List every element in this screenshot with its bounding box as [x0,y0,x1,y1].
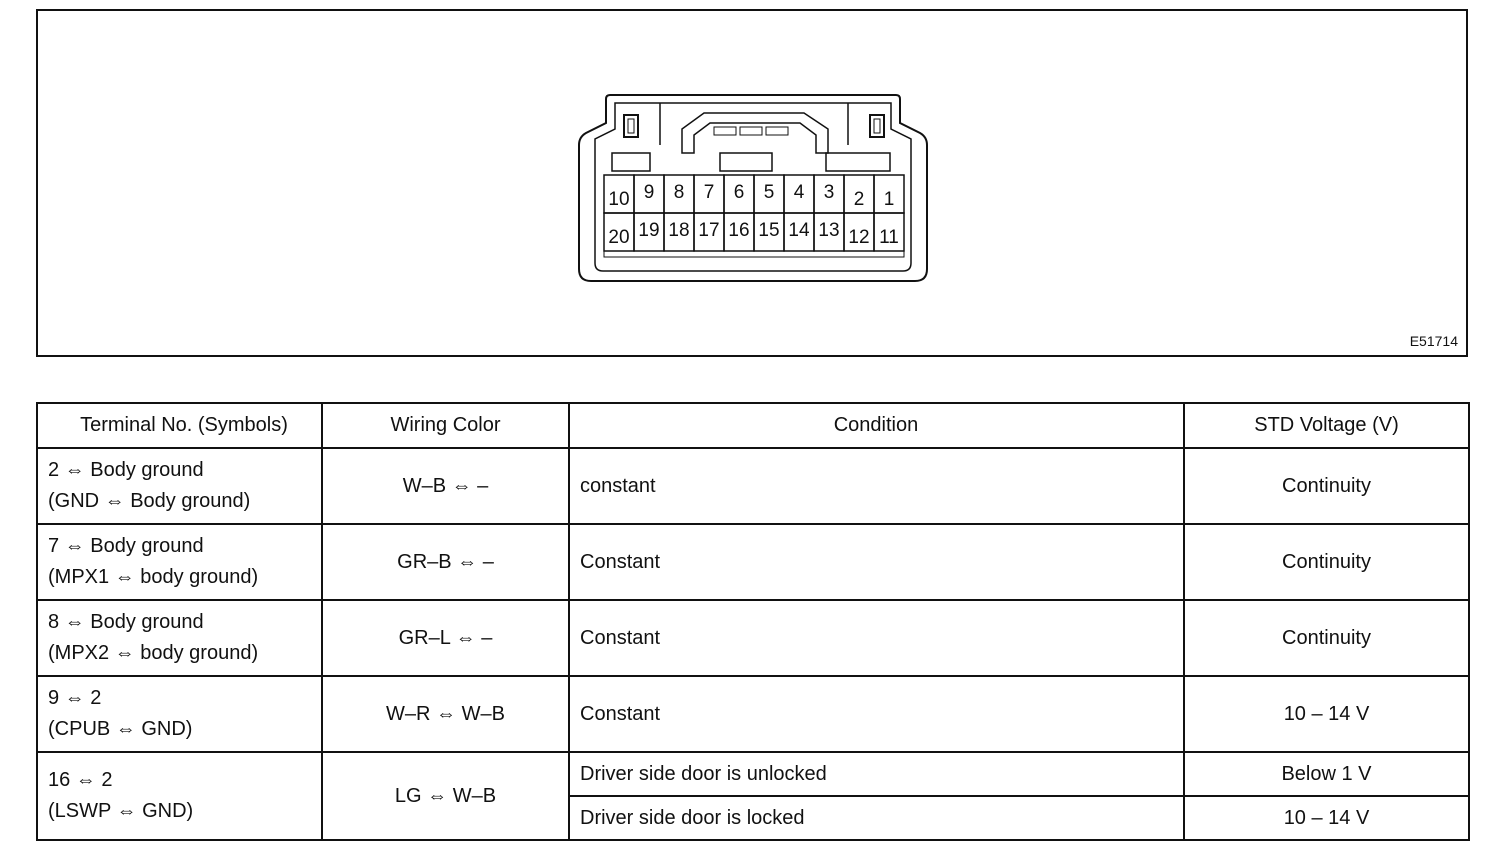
spec-table [36,402,1470,841]
terminal-symbol-line: (GND ⇔ Body ground) [48,490,251,512]
pin-number-label: 11 [879,227,899,248]
pin-number-label: 2 [853,189,865,210]
terminal-symbol-line: (MPX2 ⇔ body ground) [48,642,259,664]
condition-cell: Constant [569,676,1184,752]
wiring-color-cell: W–R ⇔ W–B [322,676,569,752]
wiring-color-cell: W–B ⇔ – [322,448,569,524]
terminal-cell [37,600,322,676]
terminal-cell [37,524,322,600]
pin-number-label: 9 [643,182,655,203]
key-slot-center [720,153,772,171]
terminal-cell [37,752,322,840]
condition-cell: Constant [569,600,1184,676]
latch-slot-2 [740,127,762,135]
voltage-cell: 10 – 14 V [1184,676,1469,752]
terminal-cell [37,448,322,524]
table-row [37,600,1469,676]
voltage-cell: Continuity [1184,600,1469,676]
pin-number-label: 19 [638,220,660,241]
condition-cell: Driver side door is unlocked [569,752,1184,796]
key-slot-left [612,153,650,171]
voltage-cell: Continuity [1184,448,1469,524]
table-header-row [37,403,1469,448]
lock-tab-right-inner [874,119,880,133]
pin-grid [604,175,904,257]
key-slot-right [826,153,890,171]
condition-cell: Driver side door is locked [569,796,1184,840]
condition-cell: constant [569,448,1184,524]
header-condition: Condition [569,403,1184,448]
pin-number-label: 3 [823,182,835,203]
pin-number-label: 6 [733,182,745,203]
pin-number-label: 10 [608,189,630,210]
condition-cell: Constant [569,524,1184,600]
header-terminal: Terminal No. (Symbols) [37,403,322,448]
pin-number-label: 18 [668,220,690,241]
lock-tab-left [624,115,638,137]
terminal-cell [37,676,322,752]
terminal-symbol-line: (MPX1 ⇔ body ground) [48,566,259,588]
header-wiring-color: Wiring Color [322,403,569,448]
table-row [37,676,1469,752]
connector-diagram [38,11,1466,355]
pin-number-label: 7 [703,182,715,203]
terminal-line: 8 ⇔ Body ground [48,611,204,633]
connector-diagram-frame [36,9,1468,357]
pin-number-label: 12 [848,227,870,248]
lock-tab-left-inner [628,119,634,133]
terminal-line: 2 ⇔ Body ground [48,459,204,481]
wiring-color-cell: GR–B ⇔ – [322,524,569,600]
pin-grid-base [604,251,904,257]
pin-number-label: 17 [698,220,720,241]
pin-number-label: 13 [818,220,840,241]
wiring-color-cell: LG ⇔ W–B [322,752,569,840]
voltage-cell: 10 – 14 V [1184,796,1469,840]
lock-tab-right [870,115,884,137]
pin-number-label: 16 [728,220,750,241]
terminal-line: 16 ⇔ 2 [48,769,113,791]
figure-code: E51714 [1409,333,1458,349]
pin-number-label: 14 [788,220,810,241]
pin-number-label: 5 [763,182,775,203]
table-row [37,752,1469,796]
latch-slot-3 [766,127,788,135]
terminal-line: 9 ⇔ 2 [48,687,102,709]
wiring-color-cell: GR–L ⇔ – [322,600,569,676]
pin-number-label: 1 [883,189,895,210]
terminal-symbol-line: (LSWP ⇔ GND) [48,800,194,822]
pin-number-label: 20 [608,227,630,248]
table-row [37,524,1469,600]
pin-number-label: 8 [673,182,685,203]
terminal-symbol-line: (CPUB ⇔ GND) [48,718,193,740]
pin-number-label: 4 [793,182,805,203]
terminal-line: 7 ⇔ Body ground [48,535,204,557]
table-row [37,448,1469,524]
header-std-voltage: STD Voltage (V) [1184,403,1469,448]
voltage-cell: Continuity [1184,524,1469,600]
pin-number-label: 15 [758,220,780,241]
latch-slot-1 [714,127,736,135]
center-latch [682,113,828,153]
voltage-cell: Below 1 V [1184,752,1469,796]
